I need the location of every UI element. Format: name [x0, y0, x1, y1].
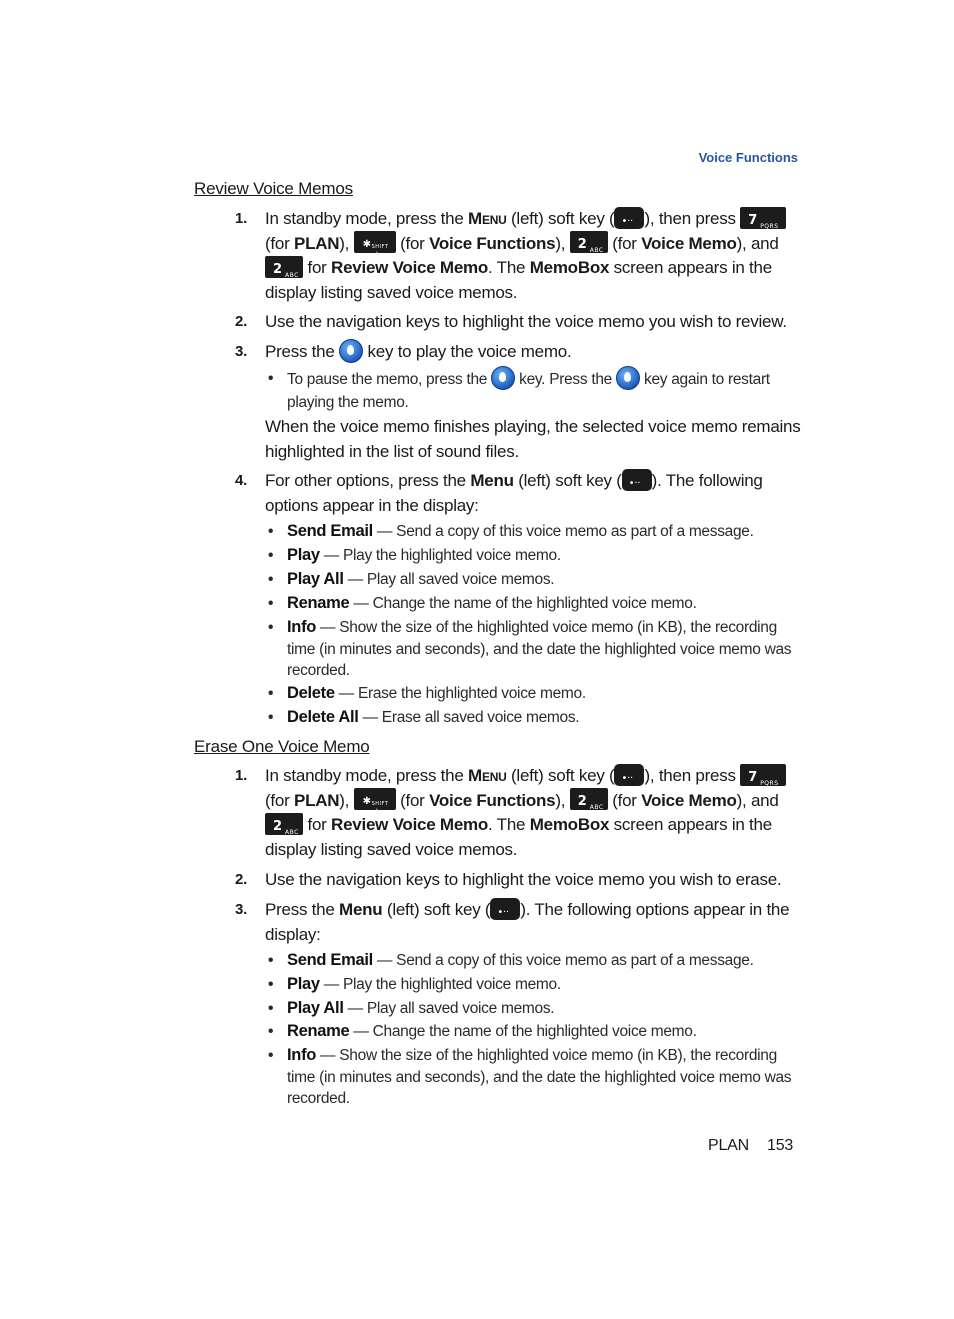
text: Press the	[265, 900, 340, 919]
text: screen appears in the display listing saved voice memos.	[265, 815, 772, 859]
key-2-icon: 2 ABC	[265, 813, 303, 835]
plan-label: PLAN	[293, 233, 340, 253]
text: To pause the memo, press the	[287, 371, 492, 389]
section-title-review: Review Voice Memos	[194, 179, 353, 198]
text: (left) soft key (	[382, 900, 491, 919]
text: ). The following options appear in the display:	[265, 900, 790, 944]
text: (for	[395, 233, 430, 253]
text: . The	[488, 258, 530, 277]
text: (for	[265, 790, 294, 810]
text: ), and	[736, 790, 779, 810]
text: (for	[607, 790, 642, 810]
key-shift-icon: ✱ SHIFT ♮	[354, 231, 396, 253]
list-item: • Play All — Play all saved voice memos.	[268, 999, 555, 1017]
step-text: Use the navigation keys to highlight the voice memo you wish to review.	[265, 312, 787, 331]
page-footer	[708, 1137, 793, 1155]
memobox-label: MemoBox	[529, 258, 610, 277]
text: . The	[488, 815, 530, 834]
step-number: 1.	[235, 767, 248, 784]
text: key to play the voice memo.	[363, 342, 572, 361]
review-step-1	[235, 207, 795, 305]
key-2-icon: 2 ABC	[570, 788, 608, 810]
list-item: • Play All — Play all saved voice memos.	[268, 570, 555, 588]
text: ),	[555, 233, 570, 253]
erase-step-1	[235, 764, 795, 862]
list-item: • Info — Show the size of the highlighted voice memo (in KB), the recording time (in minutes and seconds), and the date the highlighted voice memo was recorded.	[268, 618, 792, 679]
text: for	[303, 258, 332, 277]
plan-label: PLAN	[293, 790, 340, 810]
voice-memo-label: Voice Memo	[641, 233, 737, 253]
list-item: • Play — Play the highlighted voice memo.	[268, 975, 561, 993]
erase-step-3	[235, 898, 795, 947]
text: For other options, press the	[265, 471, 471, 490]
key-7-icon: 7 PQRS	[740, 207, 786, 229]
text: key. Press the	[515, 371, 616, 389]
key-shift-icon: ✱ SHIFT ♮	[354, 788, 396, 810]
erase-step-2	[235, 868, 795, 893]
left-soft-key-icon	[614, 207, 644, 229]
left-soft-key-icon	[622, 469, 652, 491]
step-number: 2.	[235, 871, 248, 888]
list-item: • Send Email — Send a copy of this voice memo as part of a message.	[268, 522, 754, 540]
text: Press the	[265, 342, 340, 361]
section-title-erase: Erase One Voice Memo	[194, 737, 370, 756]
step-text: Use the navigation keys to highlight the voice memo you wish to erase.	[265, 870, 782, 889]
footer-book-title: PLAN	[708, 1137, 749, 1154]
step-number: 3.	[235, 343, 248, 360]
review-note: When the voice memo finishes playing, the selected voice memo remains highlighted in the list of sound files.	[265, 417, 801, 461]
menu-label: Menu	[470, 471, 514, 490]
left-soft-key-icon	[490, 898, 520, 920]
key-7-icon: 7 PQRS	[740, 764, 786, 786]
voice-functions-label: Voice Functions	[429, 790, 556, 810]
review-step-4	[235, 469, 795, 518]
text: ), and	[736, 233, 779, 253]
text: ), then press	[644, 766, 741, 785]
ok-key-icon	[339, 339, 363, 363]
menu-label: Menu	[468, 209, 507, 228]
list-item: • Info — Show the size of the highlighted voice memo (in KB), the recording time (in minutes and seconds), and the date the highlighted voice memo was recorded.	[268, 1046, 792, 1107]
list-item: • Play — Play the highlighted voice memo.	[268, 546, 561, 564]
text: ). The following options appear in the display:	[265, 471, 763, 515]
key-2-icon: 2 ABC	[570, 231, 608, 253]
text: ),	[339, 790, 354, 810]
running-header: Voice Functions	[698, 150, 798, 165]
memobox-label: MemoBox	[529, 815, 610, 834]
voice-functions-label: Voice Functions	[429, 233, 556, 253]
list-item: • Delete All — Erase all saved voice memos.	[268, 708, 580, 726]
key-2-icon: 2 ABC	[265, 256, 303, 278]
text: key again to restart playing the memo.	[287, 371, 770, 411]
step-number: 3.	[235, 901, 248, 918]
text: (left) soft key (	[506, 209, 615, 228]
text: screen appears in the display listing saved voice memos.	[265, 258, 772, 302]
review-step-3	[235, 340, 795, 365]
text: (left) soft key (	[513, 471, 622, 490]
text: (for	[395, 790, 430, 810]
text: In standby mode, press the	[265, 766, 469, 785]
list-item: • Delete — Erase the highlighted voice memo.	[268, 684, 586, 702]
voice-memo-label: Voice Memo	[641, 790, 737, 810]
text: ), then press	[644, 209, 741, 228]
list-item: • Rename — Change the name of the highlighted voice memo.	[268, 594, 697, 612]
menu-label: Menu	[468, 766, 507, 785]
text: ),	[555, 790, 570, 810]
text: (for	[607, 233, 642, 253]
review-voice-memo-label: Review Voice Memo	[331, 815, 489, 834]
menu-label: Menu	[339, 900, 383, 919]
review-voice-memo-label: Review Voice Memo	[331, 258, 489, 277]
step-number: 2.	[235, 313, 248, 330]
review-step-3-bullet: • To pause the memo, press the key. Press the key again to restart playing the memo.	[268, 368, 798, 414]
step-number: 1.	[235, 210, 248, 227]
left-soft-key-icon	[614, 764, 644, 786]
text: for	[303, 815, 332, 834]
ok-key-icon	[616, 366, 640, 390]
text: (for	[265, 233, 294, 253]
ok-key-icon	[491, 366, 515, 390]
step-number: 4.	[235, 472, 248, 489]
page-number: 153	[767, 1137, 794, 1154]
review-step-2	[235, 310, 795, 335]
text: ),	[339, 233, 354, 253]
text: (left) soft key (	[506, 766, 615, 785]
list-item: • Send Email — Send a copy of this voice memo as part of a message.	[268, 951, 754, 969]
text: In standby mode, press the	[265, 209, 469, 228]
list-item: • Rename — Change the name of the highlighted voice memo.	[268, 1022, 697, 1040]
